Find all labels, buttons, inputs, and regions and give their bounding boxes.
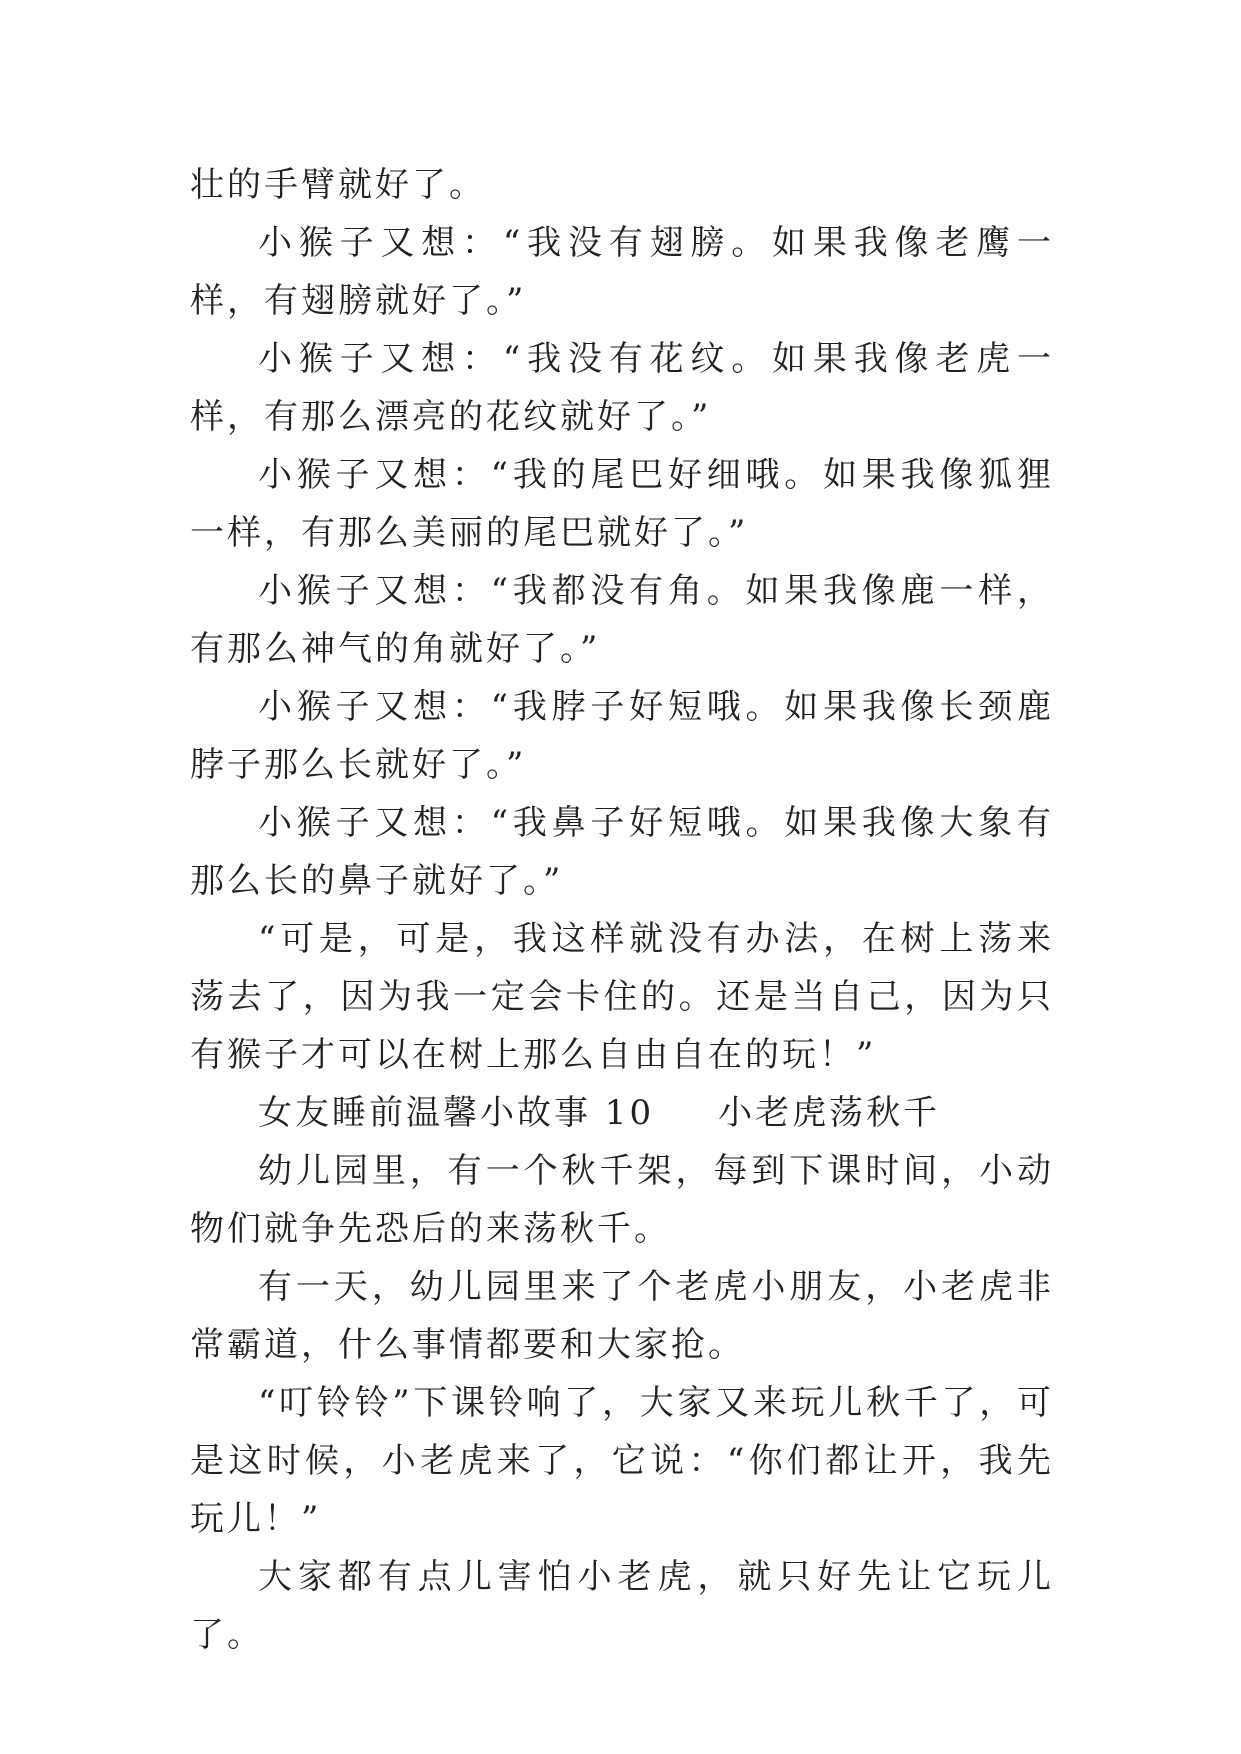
paragraph-continuation: 壮的手臂就好了。	[190, 165, 486, 205]
paragraph: 小猴子又想：“我的尾巴好细哦。如果我像狐狸一样，有那么美丽的尾巴就好了。”	[190, 455, 1054, 553]
paragraph: “可是，可是，我这样就没有办法，在树上荡来荡去了，因为我一定会卡住的。还是当自己，因为只有猴子才可以在树上那么自由自在的玩！”	[190, 919, 1054, 1075]
story-paragraph: 有一天，幼儿园里来了个老虎小朋友，小老虎非常霸道，什么事情都要和大家抢。	[190, 1267, 1054, 1365]
section-heading-title: 小老虎荡秋千	[718, 1093, 941, 1133]
paragraph: 小猴子又想：“我脖子好短哦。如果我像长颈鹿脖子那么长就好了。”	[190, 687, 1054, 785]
paragraph: 小猴子又想：“我没有花纹。如果我像老虎一样，有那么漂亮的花纹就好了。”	[190, 339, 1054, 437]
story-paragraph: “叮铃铃”下课铃响了，大家又来玩儿秋千了，可是这时候，小老虎来了，它说：“你们都让开，我先玩儿！”	[190, 1383, 1054, 1539]
story-paragraph: 大家都有点儿害怕小老虎，就只好先让它玩儿了。	[190, 1557, 1054, 1655]
document-body	[190, 156, 1054, 1664]
story-paragraph: 幼儿园里，有一个秋千架，每到下课时间，小动物们就争先恐后的来荡秋千。	[190, 1151, 1054, 1249]
paragraph: 小猴子又想：“我鼻子好短哦。如果我像大象有那么长的鼻子就好了。”	[190, 803, 1054, 901]
paragraph: 小猴子又想：“我都没有角。如果我像鹿一样，有那么神气的角就好了。”	[190, 571, 1054, 669]
paragraph: 小猴子又想：“我没有翅膀。如果我像老鹰一样，有翅膀就好了。”	[190, 223, 1054, 321]
section-heading	[190, 1084, 1054, 1142]
section-heading-series: 女友睡前温馨小故事 10	[258, 1093, 655, 1133]
